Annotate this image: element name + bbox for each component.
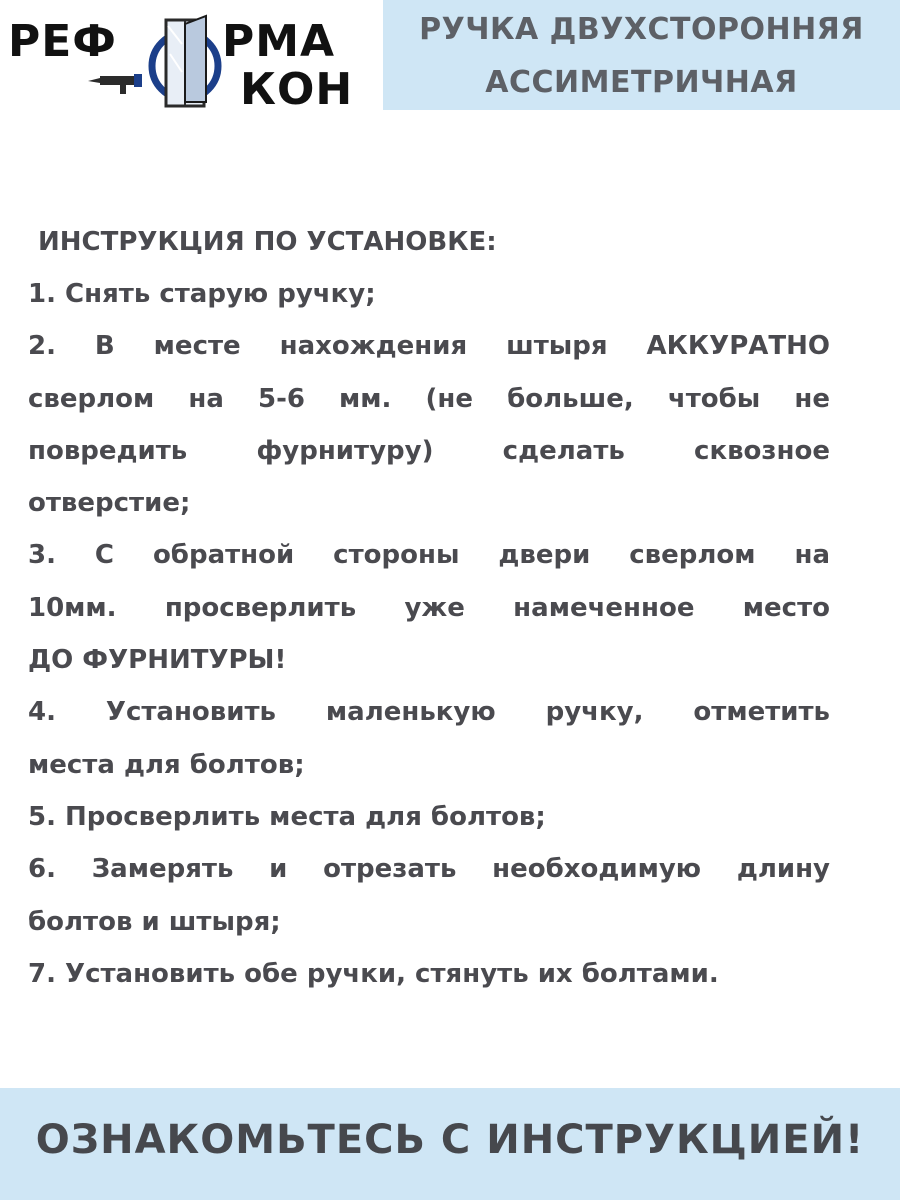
step-2-line-2: сверлом на 5-6 мм. (не больше, чтобы не <box>28 383 830 414</box>
step-5-line-1: 5. Просверлить места для болтов; <box>28 801 546 832</box>
step-6-line-1: 6. Замерять и отрезать необходимую длину <box>28 854 830 885</box>
step-6-line-2: болтов и штыря; <box>28 906 281 937</box>
installation-instructions <box>28 222 878 1006</box>
logo-word-kon: КОН <box>240 64 354 115</box>
window-frame-icon <box>148 14 222 112</box>
step-7-line-1: 7. Установить обе ручки, стянуть их болтами. <box>28 958 719 989</box>
step-3-line-3: ДО ФУРНИТУРЫ! <box>28 645 287 676</box>
company-logo <box>0 0 378 116</box>
read-instructions-notice: ОЗНАКОМЬТЕСЬ С ИНСТРУКЦИЕЙ! <box>35 1117 865 1163</box>
logo-word-rma: РМА <box>222 16 336 67</box>
product-title-line-2: АССИМЕТРИЧНАЯ <box>485 65 798 100</box>
header-banner <box>383 0 900 110</box>
step-2-line-4: отверстие; <box>28 488 191 519</box>
step-4-line-2: места для болтов; <box>28 749 305 780</box>
footer-banner <box>0 1088 900 1200</box>
logo-word-ref: РЕФ <box>8 16 117 67</box>
step-2-line-3: повредить фурнитуру) сделать сквозное <box>28 435 830 466</box>
instructions-title: ИНСТРУКЦИЯ ПО УСТАНОВКЕ: <box>38 227 497 257</box>
step-4-line-1: 4. Установить маленькую ручку, отметить <box>28 697 830 728</box>
step-1-line-1: 1. Снять старую ручку; <box>28 279 376 309</box>
sealant-gun-icon <box>86 70 146 94</box>
product-title-line-1: РУЧКА ДВУХСТОРОННЯЯ <box>419 12 864 47</box>
step-3-line-1: 3. С обратной стороны двери сверлом на <box>28 540 830 571</box>
step-3-line-2: 10мм. просверлить уже намеченное место <box>28 592 830 623</box>
step-2-line-1: 2. В месте нахождения штыря АККУРАТНО <box>28 331 830 362</box>
